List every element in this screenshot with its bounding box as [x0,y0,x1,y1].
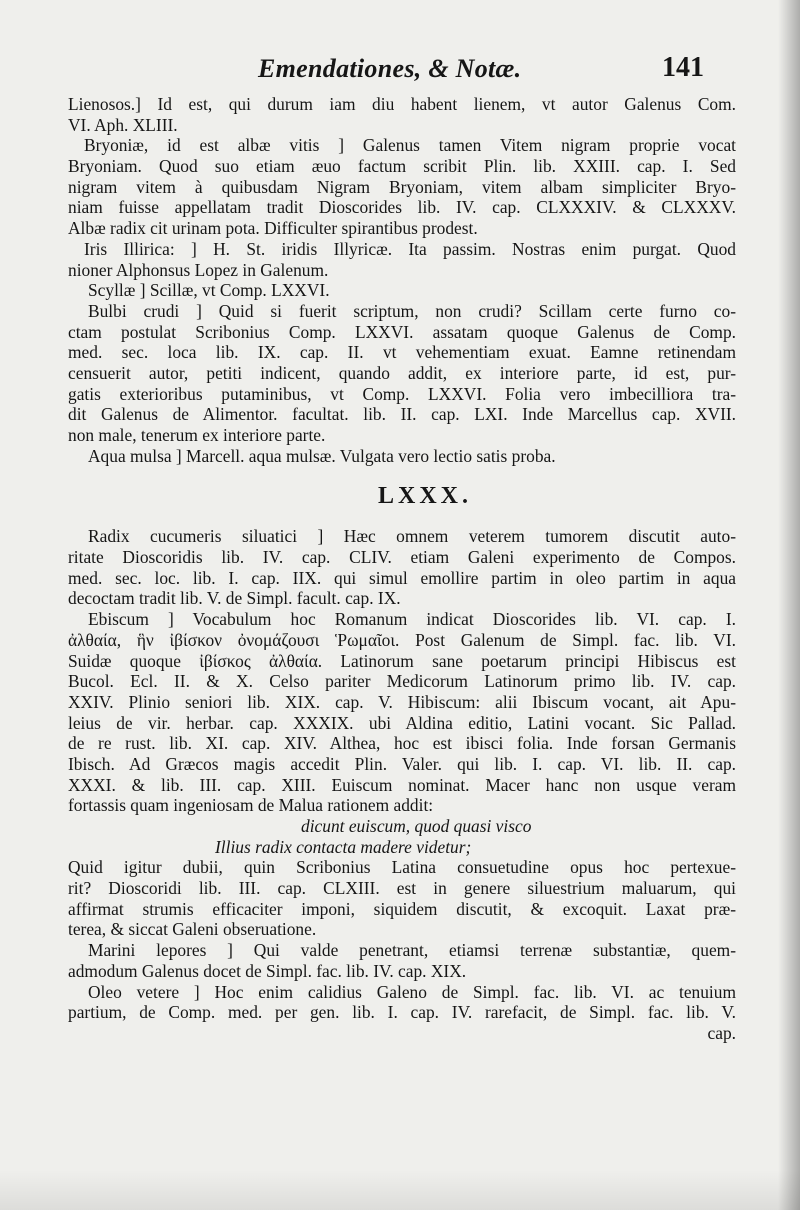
page-edge-shadow [778,0,800,1210]
text-line: Bulbi crudi ] Quid si fuerit scriptum, non crudi? Scillam certe furno co- [88,300,736,321]
text-line: Iris Illirica: ] H. St. iridis Illyricæ. Ita passim. Nostras enim purgat. Quod [84,238,736,259]
text-line: nioner Alphonsus Lopez in Galenum. [68,259,329,280]
body-text [68,94,736,1044]
text-line: XXXI. & lib. III. cap. XIII. Euiscum nominat. Macer hanc non usque veram [68,774,736,795]
text-line: Ibisch. Ad Græcos magis accedit Plin. Valer. qui lib. I. cap. VI. lib. II. cap. [68,753,736,774]
text-line: non male, tenerum ex interiore parte. [68,425,326,445]
text-line: Bucol. Ecl. II. & X. Celso pariter Medicorum Latinorum primo lib. IV. cap. [68,671,736,692]
text-line: niam fuisse appellatam tradit Dioscorides lib. IV. cap. CLXXXIV. & CLXXXV. [68,197,736,218]
text-line: fortassis quam ingeniosam de Malua rationem addit: [68,795,434,816]
text-line: med. sec. loc. lib. I. cap. IIX. qui simul emollire partim in oleo partim in aqua [68,567,736,588]
text-line: ritate Dioscoridis lib. IV. cap. CLIV. etiam Galeni experimento de Compos. [68,547,736,568]
text-line: Radix cucumeris siluatici ] Hæc omnem veterem tumorem discutit auto- [88,526,736,547]
text-line: Aqua mulsa ] Marcell. aqua mulsæ. Vulgata vero lectio satis proba. [88,445,556,466]
text-line: XXIV. Plinio seniori lib. XIX. cap. V. Hibiscum: alii Ibiscum vocant, ait Apu- [68,691,736,712]
verse-line: dicunt euiscum, quod quasi visco [301,816,532,836]
page-number: 141 [662,52,704,83]
text-line: Oleo vetere ] Hoc enim calidius Galeno de Simpl. fac. lib. VI. ac tenuium [88,981,736,1002]
text-line: terea, & siccat Galeni obseruatione. [68,919,317,940]
text-line: nigram vitem à quibusdam Nigram Bryoniam, vitem albam simpliciter Bryo- [68,176,736,197]
text-line: ἀλθαία, ἣν ἰβίσκον ὀνομάζουσι Ῥωμαῖοι. Post Galenum de Simpl. fac. lib. VI. [68,629,736,650]
text-line: rit? Dioscoridi lib. III. cap. CLXIII. est in genere siluestrium maluarum, qui [68,878,736,899]
text-line: VI. Aph. XLIII. [68,114,178,135]
text-line: admodum Galenus docet de Simpl. fac. lib. IV. cap. XIX. [68,960,467,981]
text-line: Ebiscum ] Vocabulum hoc Romanum indicat Dioscorides lib. VI. cap. I. [88,609,736,630]
catchword: cap. [707,1022,736,1043]
text-line: Marini lepores ] Qui valde penetrant, etiamsi terrenæ substantiæ, quem- [88,940,736,961]
text-line: Suidæ quoque ἰβίσκος ἀλθαία. Latinorum sane poetarum principi Hibiscus est [68,650,736,671]
section-number: LXXX. [378,483,473,510]
running-title: Emendationes, & Notæ. [258,54,522,83]
text-line: Bryoniam. Quod suo etiam æuo factum scribit Plin. lib. XXIII. cap. I. Sed [68,156,736,177]
text-line: decoctam tradit lib. V. de Simpl. facult. cap. IX. [68,588,401,609]
text-line: gatis exterioribus putaminibus, vt Comp. LXXVI. Folia vero imbecilliora tra- [68,383,736,404]
page-bottom-shadow [0,1170,800,1210]
page-header [258,52,704,88]
text-line: Albæ radix cit urinam pota. Difficulter spirantibus prodest. [68,218,478,239]
text-line: affirmat strumis efficaciter imponi, siquidem discutit, & excoquit. Laxat præ- [68,898,736,919]
text-line: dit Galenus de Alimentor. facultat. lib. II. cap. LXI. Inde Marcellus cap. XVII. [68,404,736,425]
text-line: Scyllæ ] Scillæ, vt Comp. LXXVI. [88,280,330,301]
text-line: censuerit autor, petiti indicent, quando addit, ex interiore parte, id est, pur- [68,362,736,383]
text-line: med. sec. loca lib. IX. cap. II. vt vehementiam exuat. Eamne retinendam [68,342,736,363]
verse-line: Illius radix contacta madere videtur; [215,836,472,857]
text-line: Quid igitur dubii, quin Scribonius Latina consuetudine opus hoc pertexue- [68,857,736,878]
text-line: leius de vir. herbar. cap. XXXIX. ubi Aldina editio, Latini vocant. Sic Pallad. [68,712,736,733]
text-line: Lienosos.] Id est, qui durum iam diu habent lienem, vt autor Galenus Com. [68,94,736,114]
text-line: ctam postulat Scribonius Comp. LXXVI. assatam quoque Galenus de Comp. [68,321,736,342]
text-line: partium, de Comp. med. per gen. lib. I. cap. IV. rarefacit, de Simpl. fac. lib. V. [68,1002,736,1023]
text-line: Bryoniæ, id est albæ vitis ] Galenus tamen Vitem nigram proprie vocat [84,135,736,156]
text-line: de re rust. lib. XI. cap. XIV. Althea, hoc est ibisci folia. Inde forsan Germanis [68,733,736,754]
